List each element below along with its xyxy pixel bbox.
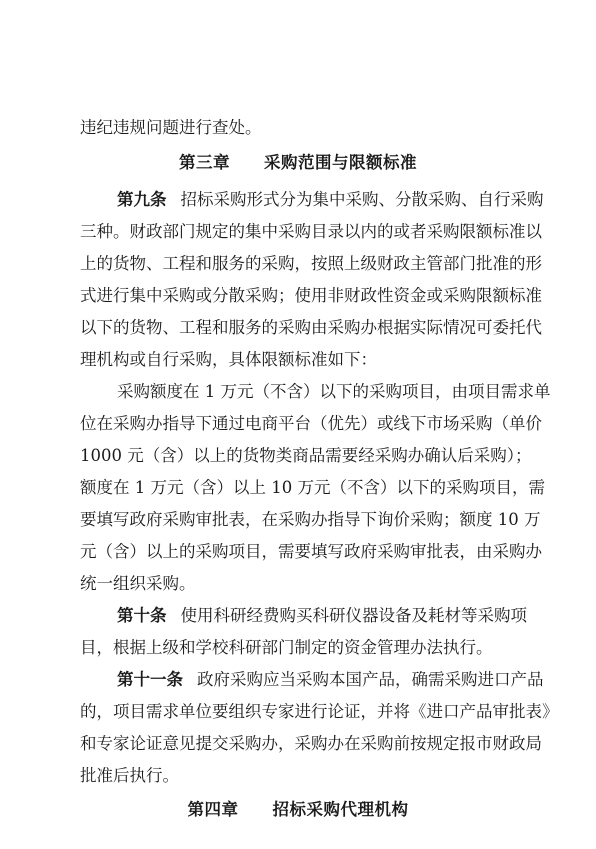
paragraph-line: 要填写政府采购审批表，在采购办指导下询价采购；额度 10 万	[80, 510, 541, 529]
article-text: 招标采购形式分为集中采购、分散采购、自行采购	[180, 190, 544, 209]
article-first-line	[117, 670, 544, 690]
paragraph-line: 额度在 1 万元（含）以上 10 万元（不含）以下的采购项目，需	[80, 478, 545, 497]
paragraph-line: 1000 元（含）以上的货物类商品需要经采购办确认后采购）；	[80, 446, 532, 465]
article-first-line	[117, 190, 544, 210]
paragraph-line: 位在采购办指导下通过电商平台（优先）或线下市场采购（单价	[80, 414, 542, 433]
paragraph-line: 以下的货物、工程和服务的采购由采购办根据实际情况可委托代	[80, 318, 542, 337]
chapter-heading: 第三章 采购范围与限额标准	[179, 153, 417, 172]
paragraph-line: 的，项目需求单位要组织专家进行论证，并将《进口产品审批表》	[80, 702, 559, 721]
paragraph-line: 违纪违规问题进行查处。	[80, 118, 262, 137]
paragraph-line: 批准后执行。	[80, 766, 179, 785]
paragraph-line: 理机构或自行采购，具体限额标准如下：	[80, 350, 377, 369]
paragraph-line: 元（含）以上的采购项目，需要填写政府采购审批表，由采购办	[80, 542, 542, 561]
paragraph-line: 式进行集中采购或分散采购；使用非财政性资金或采购限额标准	[80, 286, 542, 305]
chapter-heading: 第四章 招标采购代理机构	[187, 800, 409, 819]
article-label: 第九条	[117, 190, 167, 209]
paragraph-line: 和专家论证意见提交采购办，采购办在采购前按规定报市财政局	[80, 734, 542, 753]
article-label: 第十一条	[117, 670, 183, 689]
paragraph-line: 目，根据上级和学校科研部门制定的资金管理办法执行。	[80, 638, 493, 657]
paragraph-line: 上的货物、工程和服务的采购，按照上级财政主管部门批准的形	[80, 254, 542, 273]
article-text: 使用科研经费购买科研仪器设备及耗材等采购项	[180, 606, 527, 625]
paragraph-line: 三种。财政部门规定的集中采购目录以内的或者采购限额标准以	[80, 222, 542, 241]
article-first-line	[117, 606, 527, 626]
article-text: 政府采购应当采购本国产品，确需采购进口产品	[197, 670, 544, 689]
paragraph-line: 采购额度在 1 万元（不含）以下的采购项目，由项目需求单	[117, 382, 551, 401]
paragraph-line: 统一组织采购。	[80, 574, 196, 593]
article-label: 第十条	[117, 606, 167, 625]
